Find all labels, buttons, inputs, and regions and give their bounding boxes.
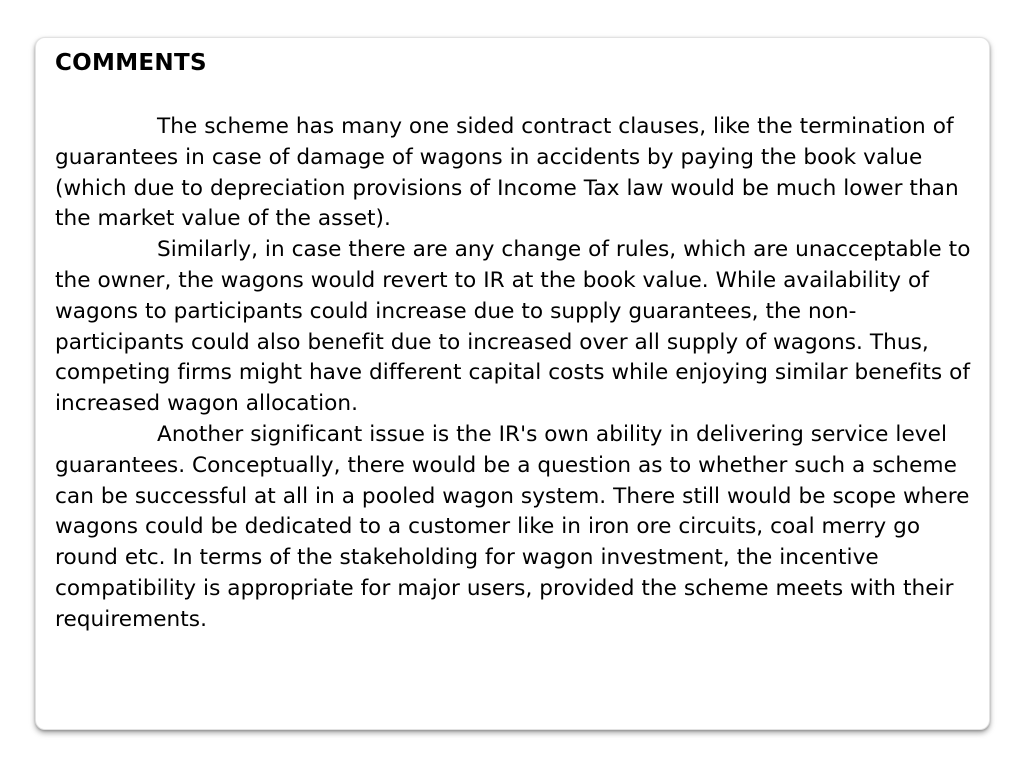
paragraph-change-of-rules: Similarly, in case there are any change of rules, which are unacceptable to the owner, the wagons would revert to IR at the book value. While availability of wagons to participants could increase due to supply guarantees, the non-participants could also benefit due to increased over all supply of wagons. Thus, competing firms might have different capital costs while enjoying similar benefits of increased wagon allocation. [55,237,971,417]
comments-body [55,112,985,636]
page-title: COMMENTS [55,50,207,76]
paragraph-one-sided-clauses: The scheme has many one sided contract clauses, like the termination of guarantees in case of damage of wagons in accidents by paying the book value (which due to depreciation provisions of Income Tax law would be much lower than the market value of the asset). [55,114,959,232]
paragraph-service-guarantees: Another significant issue is the IR's own ability in delivering service level guarantees. Conceptually, there would be a question as to whether such a scheme can be successful at all in a pooled wagon system. There still would be scope where wagons could be dedicated to a customer like in iron ore circuits, coal merry go round etc. In terms of the stakeholding for wagon investment, the incentive compatibility is appropriate for major users, provided the scheme meets with their requirements. [55,421,970,632]
